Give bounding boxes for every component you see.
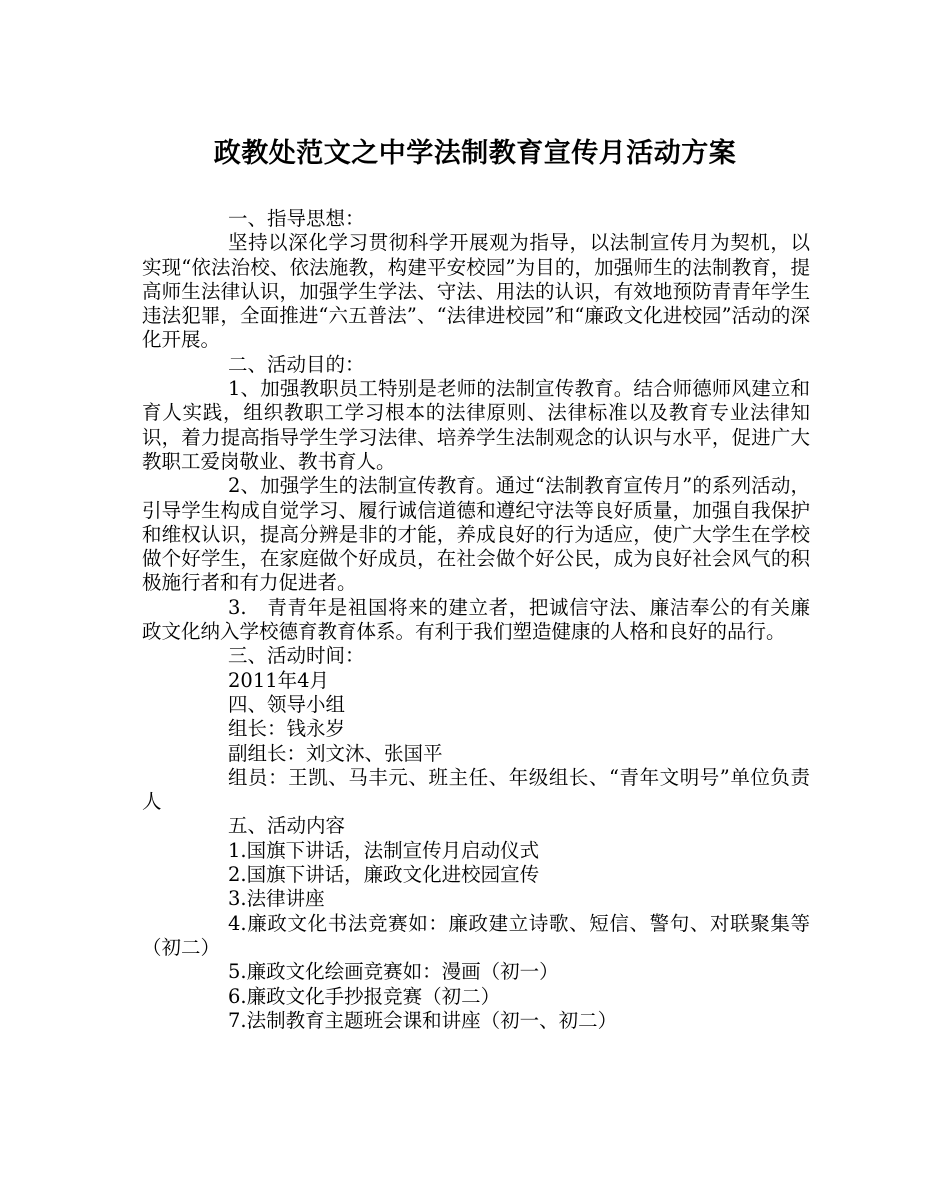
content-item-2: 2.国旗下讲话，廉政文化进校园宣传 <box>228 863 540 887</box>
document-body <box>142 207 810 1033</box>
leader-line: 组长：钱永岁 <box>228 717 346 741</box>
activity-date: 2011年4月 <box>228 668 330 692</box>
paragraph-purpose-2: 2、加强学生的法制宣传教育。通过“法制教育宣传月”的系列活动，引导学生构成自觉学习、履行诚信道德和遵纪守法等良好质量，加强自我保护和维权认识，提高分辨是非的才能，养成良好的行为适应，使广大学生在学校做个好学生，在家庭做个好成员，在社会做个好公民，成为良好社会风气的积极施行者和有力促进者。 <box>142 474 810 595</box>
section-heading-guiding-thought: 一、指导思想： <box>228 207 365 230</box>
content-item-3: 3.法律讲座 <box>228 887 325 911</box>
content-item-7: 7.法制教育主题班会课和讲座（初一、初二） <box>228 1008 618 1032</box>
paragraph-purpose-3: 3. 青青年是祖国将来的建立者，把诚信守法、廉洁奉公的有关廉政文化纳入学校德育教育体系。有利于我们塑造健康的人格和良好的品行。 <box>142 595 810 644</box>
section-heading-leadership: 四、领导小组 <box>228 692 346 716</box>
section-heading-time: 三、活动时间： <box>228 644 365 668</box>
paragraph-guiding-thought: 坚持以深化学习贯彻科学开展观为指导，以法制宣传月为契机，以实现“依法治校、依法施教，构建平安校园”为目的，加强师生的法制教育，提高师生法律认识，加强学生学法、守法、用法的认识，有效地预防青青年学生违法犯罪，全面推进“六五普法”、“法律进校园”和“廉政文化进校园”活动的深化开展。 <box>142 231 810 352</box>
content-item-6: 6.廉政文化手抄报竞赛（初二） <box>228 984 501 1008</box>
content-item-1: 1.国旗下讲话，法制宣传月启动仪式 <box>228 838 540 862</box>
section-heading-content: 五、活动内容 <box>228 814 346 838</box>
section-heading-purpose: 二、活动目的： <box>228 352 365 376</box>
deputy-leader-line: 副组长：刘文沐、张国平 <box>228 741 443 765</box>
paragraph-purpose-1: 1、加强教职员工特别是老师的法制宣传教育。结合师德师风建立和育人实践，组织教职工学习根本的法律原则、法律标准以及教育专业法律知识，着力提高指导学生学习法律、培养学生法制观念的认识与水平，促进广大教职工爱岗敬业、教书育人。 <box>142 377 810 473</box>
content-item-5: 5.廉政文化绘画竞赛如：漫画（初一） <box>228 960 559 984</box>
members-line: 组员：王凯、马丰元、班主任、年级组长、“青年文明号”单位负责人 <box>142 765 810 814</box>
content-item-4: 4.廉政文化书法竞赛如：廉政建立诗歌、短信、警句、对联聚集等（初二） <box>142 911 810 959</box>
document-title: 政教处范文之中学法制教育宣传月活动方案 <box>213 138 737 169</box>
